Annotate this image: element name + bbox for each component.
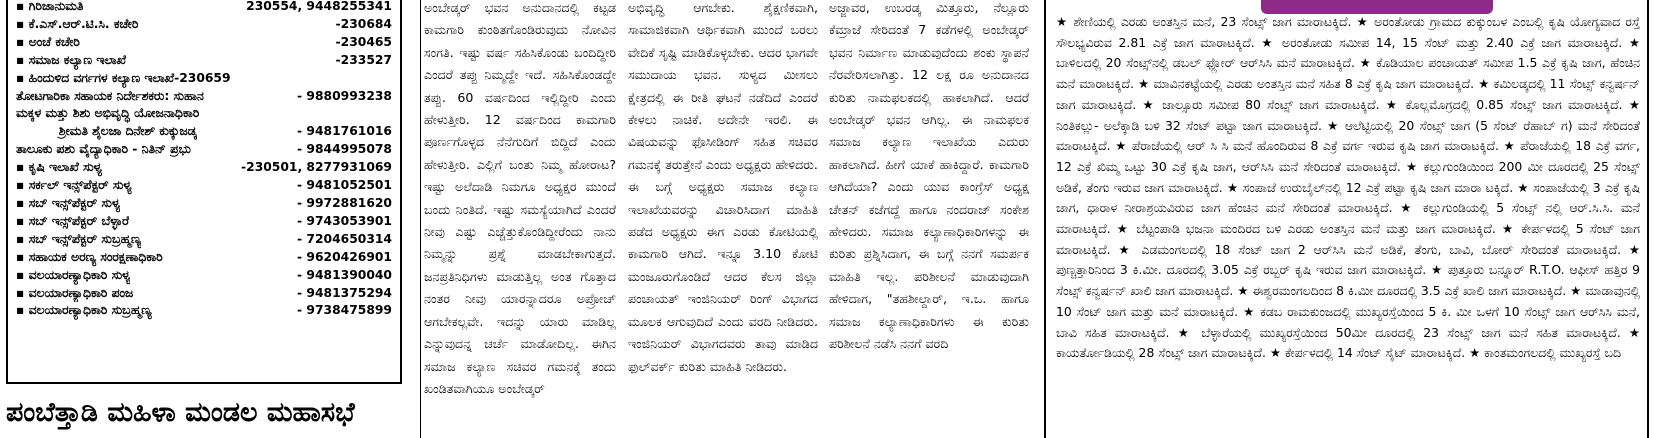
article-column-1: [424, 0, 616, 417]
directory-label: ತೋಟಗಾರಿಕಾ ಸಹಾಯಕ ನಿರ್ದೇಶಕರು: ಸುಹಾನ: [16, 88, 204, 103]
directory-label: ▪ ಸಹಾಯಕ ಅರಣ್ಯ ಸಂರಕ್ಷಣಾಧಿಕಾರಿ: [16, 249, 163, 264]
directory-label: ▪ ಸರ್ಕಲ್ ಇನ್ಸ್‌ಪೆಕ್ಟರ್ ಸುಳ್ಯ: [16, 178, 132, 193]
directory-row: [16, 177, 392, 195]
directory-phone-number: -230465: [335, 34, 392, 49]
contact-directory: [6, 0, 402, 384]
directory-label: ▪ ಹಿಂದುಳಿದ ವರ್ಗಗಳ ಕಲ್ಯಾಣ ಇಲಾಖೆ-230659: [16, 70, 231, 85]
directory-phone-number: - 9481375294: [297, 285, 392, 300]
directory-phone-number: - 9880993238: [297, 88, 392, 103]
directory-label: ▪ ಸಮಾಜ ಕಲ್ಯಾಣ ಇಲಾಖೆ: [16, 52, 127, 67]
directory-label: ಮಕ್ಕಳ ಮತ್ತು ಶಿಶು ಅಭಿವೃದ್ಧಿ ಯೋಜನಾಧಿಕಾರಿ: [16, 106, 200, 121]
directory-phone-number: - 9844995078: [297, 142, 392, 157]
directory-label: ▪ ವಲಯಾರಣ್ಯಾಧಿಕಾರಿ ಸುಳ್ಯ: [16, 267, 131, 282]
directory-row: [16, 285, 392, 303]
directory-row: [16, 123, 392, 141]
directory-phone-number: - 9743053901: [297, 213, 392, 228]
directory-label: ▪ ವಲಯಾರಣ್ಯಾಧಿಕಾರಿ ಪಂಜ: [16, 285, 134, 300]
directory-label: ▪ ಕೆ.ಎಸ್.ಆರ್.ಟಿ.ಸಿ. ಕಚೇರಿ: [16, 16, 139, 31]
directory-row: [16, 213, 392, 231]
directory-label: ▪ ವಲಯಾರಣ್ಯಾಧಿಕಾರಿ ಸುಬ್ರಹ್ಮಣ್ಯ: [16, 303, 152, 318]
headline-mahila-mandala: ಪಂಬೆತ್ತಾಡಿ ಮಹಿಳಾ ಮಂಡಲ ಮಹಾಸಭೆ: [6, 397, 355, 428]
directory-row: [16, 267, 392, 285]
article-column-2: [628, 0, 818, 417]
directory-phone-number: - 9620426901: [297, 249, 392, 264]
article-column-3-text: ಅಜ್ಜಾವರ, ಉಬರಡ್ಕ ಮಿತ್ತೂರು, ನೆಲ್ಲೂರು ಕೆಮ್ರಾಜೆ ಸೇರಿದಂತೆ 7 ಕಡೆಗಳಲ್ಲಿ ಅಂಬೇಡ್ಕರ್ ಭವನ ನಿರ್ಮಾಣ ಮಾಡುವುದೆಂದು ಶಂಕು ಸ್ಥಾಪನೆ ನೆರವೇರಿಸಲಾಗಿತ್ತು. 12 ಲಕ್ಷ ರೂ ಅನುದಾನದ ಕುರಿತು ನಾಮಫಲಕದಲ್ಲಿ ಹಾಕಲಾಗಿದೆ. ಆದರೆ ಅಂಬೇಡ್ಕರ್ ಭವನ ಆಗಿಲ್ಲ. ಈ ನಾಮಫಲಕ ಸಮಾಜ ಕಲ್ಯಾಣ ಇಲಾಖೆಯ ಎದುರು ಹಾಕಲಾಗಿದೆ. ಹೀಗೆ ಯಾಕೆ ಹಾಕಿದ್ದಾರೆ. ಕಾಮಗಾರಿ ಆಗಿದೆಯಾ? ಎಂದು ಯುವ ಕಾಂಗ್ರೆಸ್ ಅಧ್ಯಕ್ಷ ಚೇತನ್ ಕಜೆಗದ್ದೆ ಹಾಗೂ ನಂದರಾಜ್ ಸಂಕೇಶ ಹೇಳಿದರು. ಸಮಾಜ ಕಲ್ಯಾಣಾಧಿಕಾರಿಗಳನ್ನು ಈ ಕುರಿತು ಪ್ರಶ್ನಿಸಿದಾಗ, ಈ ಬಗ್ಗೆ ನನಗೆ ಸಮರ್ಪಕ ಮಾಹಿತಿ ಇಲ್ಲ. ಪರಿಶೀಲನೆ ಮಾಡುವುದಾಗಿ ಹೇಳಿದಾಗ, "ತಹಶೀಲ್ದಾರ್, ಇ.ಒ. ಹಾಗೂ ಸಮಾಜ ಕಲ್ಯಾಣಾಧಿಕಾರಿಗಳು ಈ ಕುರಿತು ಪರಿಶೀಲನೆ ನಡೆಸಿ ನನಗೆ ವರದಿ: [829, 0, 1029, 352]
directory-label: ▪ ಗಿರಿಜಾನುಮತಿ: [16, 0, 84, 13]
directory-phone-number: - 9738475899: [297, 303, 392, 318]
directory-phone-number: - 7204650314: [297, 231, 392, 246]
column-rule: [420, 0, 421, 438]
directory-phone-number: -230684: [335, 16, 392, 31]
directory-row: [16, 105, 392, 123]
directory-label: ▪ ಕೃಷಿ ಇಲಾಖೆ ಸುಳ್ಯ: [16, 160, 102, 175]
directory-phone-number: - 9481390040: [297, 267, 392, 282]
property-classifieds-box: [1044, 0, 1649, 438]
directory-phone-number: -230501, 8277931069: [241, 160, 392, 175]
directory-label: ▪ ಸಬ್ ಇನ್ಸ್‌ಪೆಕ್ಟರ್ ಸುಳ್ಯ: [16, 195, 121, 210]
directory-row: [16, 52, 392, 70]
directory-row: [16, 159, 392, 177]
article-column-3: [829, 0, 1029, 417]
directory-row: [16, 302, 392, 320]
directory-label: ಶ್ರೀಮತಿ ಶೈಲಜಾ ದಿನೇಶ್ ಕುಕ್ಕುಜಡ್ಕ: [16, 124, 197, 139]
directory-row: [16, 231, 392, 249]
directory-row: [16, 249, 392, 267]
directory-row: [16, 88, 392, 106]
directory-phone-number: - 9972881620: [297, 195, 392, 210]
directory-row: [16, 70, 392, 88]
directory-phone-number: - 9481052501: [297, 178, 392, 193]
directory-label: ▪ ಸಬ್ ಇನ್ಸ್‌ಪೆಕ್ಟರ್ ಬೆಳ್ಳಾರೆ: [16, 213, 130, 228]
directory-row: [16, 141, 392, 159]
article-column-1-text: ಅಂಬೇಡ್ಕರ್ ಭವನ ಅನುದಾನದಲ್ಲಿ ಕಟ್ಟಡ ಕಾಮಗಾರಿ ಕುಂಠಿತಗೊಂಡಿರುವುದು ನೋವಿನ ಸಂಗತಿ. ಇಷ್ಟು ವರ್ಷ ಸಹಿಸಿಕೊಂಡು ಬಂದಿದ್ದೀರಿ ಎಂದರೆ ತಪ್ಪು ನಿಮ್ಮದ್ದೇ ಇದೆ. ಸಹಿಸಿಕೊಂಡದ್ದೇ ತಪ್ಪು. 60 ವರ್ಷದಿಂದ ಇಲ್ಲಿದ್ದೀರಿ ಎಂದು ಹೇಳುತ್ತೀರಿ. 12 ವರ್ಷದಿಂದ ಕಾಮಗಾರಿ ಪೂರ್ಣಗೊಳ್ಳದ ನೆನೆಗುದಿಗೆ ಬಿದ್ದಿದೆ ಎಂದು ಹೇಳುತ್ತೀರಿ. ಎಲ್ಲಿಗೆ ಬಂತು ನಿಮ್ಮ ಹೋರಾಟ? ಇಷ್ಟು ಅಲೆದಾಡಿ ನಿಮಗೂ ಅಧ್ಯಕ್ಷರ ಮುಂದೆ ಬಂದು ನಿಂತಿದೆ. ಇಷ್ಟು ಸಮಸ್ಯೆಯಾಗಿದೆ ಎಂದರೆ ನೀವು ಎಷ್ಟು ಎಚ್ಚೆತ್ತುಕೊಂಡಿದ್ದೀರೆಂದು ನಾನು ನಿಮ್ಮನ್ನು ಪ್ರಶ್ನೆ ಮಾಡಬೇಕಾಗುತ್ತದೆ. ಜನಪ್ರತಿನಿಧಿಗಳು ಮಾಡುತ್ತಿಲ್ಲ ಅಂತ ಗೊತ್ತಾದ ನಂತರ ನೀವು ಯಾರನ್ನಾದರೂ ಅಪ್ರೋಚ್ ಆಗಬೇಕಲ್ಲವೇ. ಇದನ್ನು ಯಾರು ಮಾಡಿಲ್ಲ ಎನ್ನುವುದನ್ನ ಚರ್ಚೆ ಮಾಡೋದಿಲ್ಲ. ಈಗಿನ ಸಮಾಜ ಕಲ್ಯಾಣ ಸಚಿವರ ಗಮನಕ್ಕೆ ತಂದು ಖಂಡಿತವಾಗಿಯೂ ಅಂಬೇಡ್ಕರ್: [424, 0, 616, 396]
article-column-2-text: ಅಭಿವೃದ್ಧಿ ಆಗಬೇಕು. ಶೈಕ್ಷಣಿಕವಾಗಿ, ಸಾಮಾಜಿಕವಾಗಿ ಆರ್ಥಿಕವಾಗಿ ಮುಂದೆ ಬರಲು ವೇದಿಕೆ ಸೃಷ್ಟಿ ಮಾಡಿಕೊಳ್ಳಬೇಕು. ಆದರ ಭಾಗವೇ ಸಮುದಾಯ ಭವನ. ಸುಳ್ಯದ ಮೀಸಲು ಕ್ಷೇತ್ರದಲ್ಲಿ ಈ ರೀತಿ ಘಟನೆ ನಡೆದಿದೆ ಎಂದರೆ ಕೇಳಲು ನಾಚಿಕೆ. ಅದೇನೇ ಇರಲಿ. ಈ ವಿಷಯವನ್ನು ಫೊಸೀಡಿಂಗ್ ಸಹಿತ ಸಚಿವರ ಗಮನಕ್ಕೆ ತರುತ್ತೇನೆ ಎಂದು ಅಧ್ಯಕ್ಷರು ಹೇಳಿದರು. ಈ ಬಗ್ಗೆ ಅಧ್ಯಕ್ಷರು ಸಮಾಜ ಕಲ್ಯಾಣ ಇಲಾಖೆಯವರನ್ನು ವಿಚಾರಿಸಿದಾಗ ಮಾಹಿತಿ ಪಡೆದ ಅಧ್ಯಕ್ಷರು ಈಗ ಎರಡು ಕೋಟಿಯಲ್ಲಿ ಕಾಮಗಾರಿ ಆಗಿದೆ. ಇನ್ನೂ 3.10 ಕೋಟಿ ಮಂಜೂರುಗೊಂಡಿದೆ ಆದರ ಕೆಲಸ ಜಿಲ್ಲಾ ಪಂಚಾಯತ್ ಇಂಜಿನಿಯರ್ ರಿಂಗ್ ವಿಭಾಗದ ಮೂಲಕ ಆಗುವುದಿದೆ ಎಂದು ವರದಿ ನೀಡಿದರು. ಇಂಜಿನಿಯರ್ ವಿಭಾಗದವರು ತಾವು ಮಾಡಿದ ಫುಲ್‌ವರ್ಕ್ ಕುರಿತು ಮಾಹಿತಿ ನೀಡಿದರು.: [628, 0, 818, 374]
directory-row: [16, 0, 392, 16]
directory-row: [16, 34, 392, 52]
directory-label: ▪ ಸಬ್ ಇನ್ಸ್‌ಪೆಕ್ಟರ್ ಸುಬ್ರಹ್ಮಣ್ಯ: [16, 231, 142, 246]
directory-phone-number: 230554, 9448255341: [246, 0, 392, 13]
directory-phone-number: - 9481761016: [297, 124, 392, 139]
directory-phone-number: -233527: [335, 52, 392, 67]
directory-row: [16, 16, 392, 34]
classifieds-text: ★ ಶೇಣಿಯಲ್ಲಿ ಎರಡು ಅಂತಸ್ತಿನ ಮನೆ, 23 ಸೆಂಟ್ಸ್ ಜಾಗ ಮಾರಾಟಕ್ಕಿದೆ. ★ ಅರಂತೋಡು ಗ್ರಾಮದ ಕುಕ್ಕುಂಬಳ ಎಂಬಲ್ಲಿ ಕೃಷಿ ಯೋಗ್ಯವಾದ ರಸ್ತೆ ಸೌಲಭ್ಯವಿರುವ 2.81 ಎಕ್ರೆ ಜಾಗ ಮಾರಾಟಕ್ಕಿದೆ. ★ ಅರಂತೋಡು ಸಮೀಪ 14, 15 ಸೆಂಟ್ ಮತ್ತು 2.40 ಎಕ್ರೆ ಜಾಗ ಮಾರಾಟಕ್ಕಿದೆ. ★ ಬಾಳಿಲದಲ್ಲಿ 20 ಸೆಂಟ್ಸ್‌ನಲ್ಲಿ ಡಬಲ್ ಫ್ಲೋರ್ ಆರ್‌ಸಿಸಿ ಮನೆ ಮಾರಾಟಕ್ಕಿದೆ. ★ ಕೊಡಿಯಾಲ ಪಂಚಾಯತ್ ಸಮೀಪ 1.5 ಎಕ್ರೆ ಕೃಷಿ ಜಾಗ, ಹೆಂಚಿನ ಮನೆ ಮಾರಾಟಕ್ಕಿದೆ. ★ ಮಾವಿನಕಟ್ಟೆಯಲ್ಲಿ ಎರಡು ಅಂತಸ್ತಿನ ಮನೆ ಸಹಿತ 8 ಎಕ್ರೆ ಕೃಷಿ ಜಾಗ ಮಾರಾಟಕ್ಕಿದೆ. ★ ಕಮಿಲಡ್ಕದಲ್ಲಿ 11 ಸೆಂಟ್ಸ್ ಕನ್ವರ್ಷನ್ ಜಾಗ ಮಾರಾಟಕ್ಕಿದೆ. ★ ಜಾಲ್ಸೂರು ಸಮೀಪ 80 ಸೆಂಟ್ಸ್ ಜಾಗ ಮಾರಾಟಕ್ಕಿದೆ. ★ ಕೊಲ್ಲಮೊಗ್ರದಲ್ಲಿ 0.85 ಸೆಂಟ್ಸ್ ಜಾಗ ಮಾರಾಟಕ್ಕಿದೆ. ★ ನಿಂತಿಕಲ್ಲು- ಅಲೆಕ್ಕಾಡಿ ಬಳಿ 32 ಸೆಂಟ್ ಪಟ್ಟಾ ಜಾಗ ಮಾರಾಟಕ್ಕಿದೆ. ★ ಆಲೆಟ್ಟಿಯಲ್ಲಿ 20 ಸೆಂಟ್ಸ್ ಜಾಗ (5 ಸೆಂಟ್ ರೆಹಾಬ್ ಗ) ಮನೆ ಸೇರಿದಂತೆ ಮಾರಾಟಕ್ಕಿದೆ. ★ ಪೆರಾಜೆಯಲ್ಲಿ ಆರ್ ಸಿ ಸಿ ಮನೆ ಹೊಂದಿರುವ 8 ಎಕ್ರೆ ವರ್ಗ ಇರುವ ಕೃಷಿ ಜಾಗ ಮಾರಾಟಕ್ಕಿದೆ. ★ ಪೆರಾಜೆಯಲ್ಲಿ 18 ಎಕ್ರೆ ವರ್ಗ, 12 ಎಕ್ರೆ ಖಿಮ್ಮ ಒಟ್ಟು 30 ಎಕ್ರೆ ಕೃಷಿ ಜಾಗ, ಆರ್‌ಸಿಸಿ ಮನೆ ಸೇರಿದಂತೆ ಮಾರಾಟಕ್ಕಿದೆ. ★ ಕಲ್ಲುಗುಂಡಿಯಿಂದ 200 ಮೀ ದೂರದಲ್ಲಿ 25 ಸೆಂಟ್ಸ್ ಅಡಿಕೆ, ತೆಂಗು ಇರುವ ಜಾಗ ಮಾರಾಟಕ್ಕಿದೆ. ★ ಸಂಪಾಜೆ ಉರುಬೈಲ್‌ನಲ್ಲಿ 12 ಎಕ್ರೆ ಪಟ್ಟಾ ಕೃಷಿ ಜಾಗ ಮಾರಾ ಟಕ್ಕಿದೆ. ★ ಸಂಪಾಜೆಯಲ್ಲಿ 3 ಎಕ್ರೆ ಕೃಷಿ ಜಾಗ, ಧಾರಾಳ ನೀರಾಶ್ರಯವಿರುವ ಜಾಗ ಹೆಂಚಿನ ಮನೆ ಸೇರಿದಂತೆ ಮಾರಾಟಕ್ಕಿದೆ. ★ ಕಲ್ಲುಗುಂಡಿಯಲ್ಲಿ 5 ಸೆಂಟ್ಸ್ ನಲ್ಲಿ ಆರ್.ಸಿ.ಸಿ. ಮನೆ ಮಾರಾಟಕ್ಕಿದೆ. ★ ಬೆಟ್ಟಂಪಾಡಿ ಭಜನಾ ಮಂದಿರದ ಬಳಿ ಎರಡು ಅಂತಸ್ತಿನ ಮನೆ ಮತ್ತು ಜಾಗ ಮಾರಾಟಕ್ಕಿದೆ. ★ ಕೇರ್ಪಳದಲ್ಲಿ 5 ಸೆಂಟ್ ಜಾಗ ಮಾರಾಟಕ್ಕಿದೆ. ★ ಎಡಮಂಗಲದಲ್ಲಿ 18 ಸೆಂಟ್ ಜಾಗ 2 ಆರ್‌ಸಿಸಿ ಮನೆ ಅಡಿಕೆ, ತೆಂಗು, ಬಾವಿ, ಬೋರ್ ಸೇರಿದಂತೆ ಮಾರಾಟಕ್ಕಿದೆ. ★ ಪುಣ್ಚತ್ತಾರಿನಿಂದ 3 ಕಿ.ಮೀ. ದೂರದಲ್ಲಿ 3.05 ಎಕ್ರೆ ರಬ್ಬರ್ ಕೃಷಿ ಇರುವ ಜಾಗ ಮಾರಾಟಕ್ಕಿದೆ. ★ ಪುತ್ತೂರು ಬನ್ನೂರ್ R.T.O. ಆಫೀಸ್ ಹತ್ತಿರ 9 ಸೆಂಟ್ಸ್ ಕನ್ವರ್ಷನ್ ಖಾಲಿ ಜಾಗ ಮಾರಾಟಕ್ಕಿದೆ. ★ ಈಶ್ವರಮಂಗಲದಿಂದ 8 ಕಿ.ಮೀ ದೂರದಲ್ಲಿ 3.5 ಎಕ್ರೆ ಖಾಲಿ ಜಾಗ ಮಾರಾಟಕ್ಕಿದೆ. ★ ಮಾಡಾವುನಲ್ಲಿ 10 ಸೆಂಟ್ ಜಾಗ ಮತ್ತು ಮನೆ ಮಾರಾಟಕ್ಕಿದೆ. ★ ಕಡಬ ರಾಮಕುಂಜದಲ್ಲಿ ಮುಖ್ಯರಸ್ತೆಯಿಂದ 5 ಕಿ. ಮೀ ಒಳಗೆ 10 ಸೆಂಟ್ಸ್ ಜಾಗ ಆರ್‌ಸಿಸಿ ಮನೆ, ಬಾವಿ ಸಹಿತ ಮಾರಾಟಕ್ಕಿದೆ. ★ ಬೆಳ್ಳಾರೆಯಲ್ಲಿ ಮುಖ್ಯರಸ್ತೆಯಿಂದ 50ಮೀ ದೂರದಲ್ಲಿ 23 ಸೆಂಟ್ಸ್ ಜಾಗ ಮನೆ ಸಹಿತ ಮಾರಾಟಕ್ಕಿದೆ. ★ ಕಾಯರ್ತೋಡಿಯಲ್ಲಿ 28 ಸೆಂಟ್ಸ್ ಜಾಗ ಮಾರಾಟಕ್ಕಿದೆ. ★ ಕೇರ್ಪಳದಲ್ಲಿ 14 ಸೆಂಟ್ ಸೈಟ್ ಮಾರಾಟಕ್ಕಿದೆ. ★ ಕಾಂತಮಂಗಲದಲ್ಲಿ ಮುಖ್ಯರಸ್ತೆ ಬದಿ: [1056, 14, 1640, 361]
directory-label: ತಾಲೂಕು ಪಶು ವೈದ್ಯಾಧಿಕಾರಿ - ನಿತಿನ್ ಪ್ರಭು: [16, 142, 191, 157]
directory-row: [16, 195, 392, 213]
directory-label: ▪ ಅಂಚೆ ಕಚೇರಿ: [16, 34, 80, 49]
